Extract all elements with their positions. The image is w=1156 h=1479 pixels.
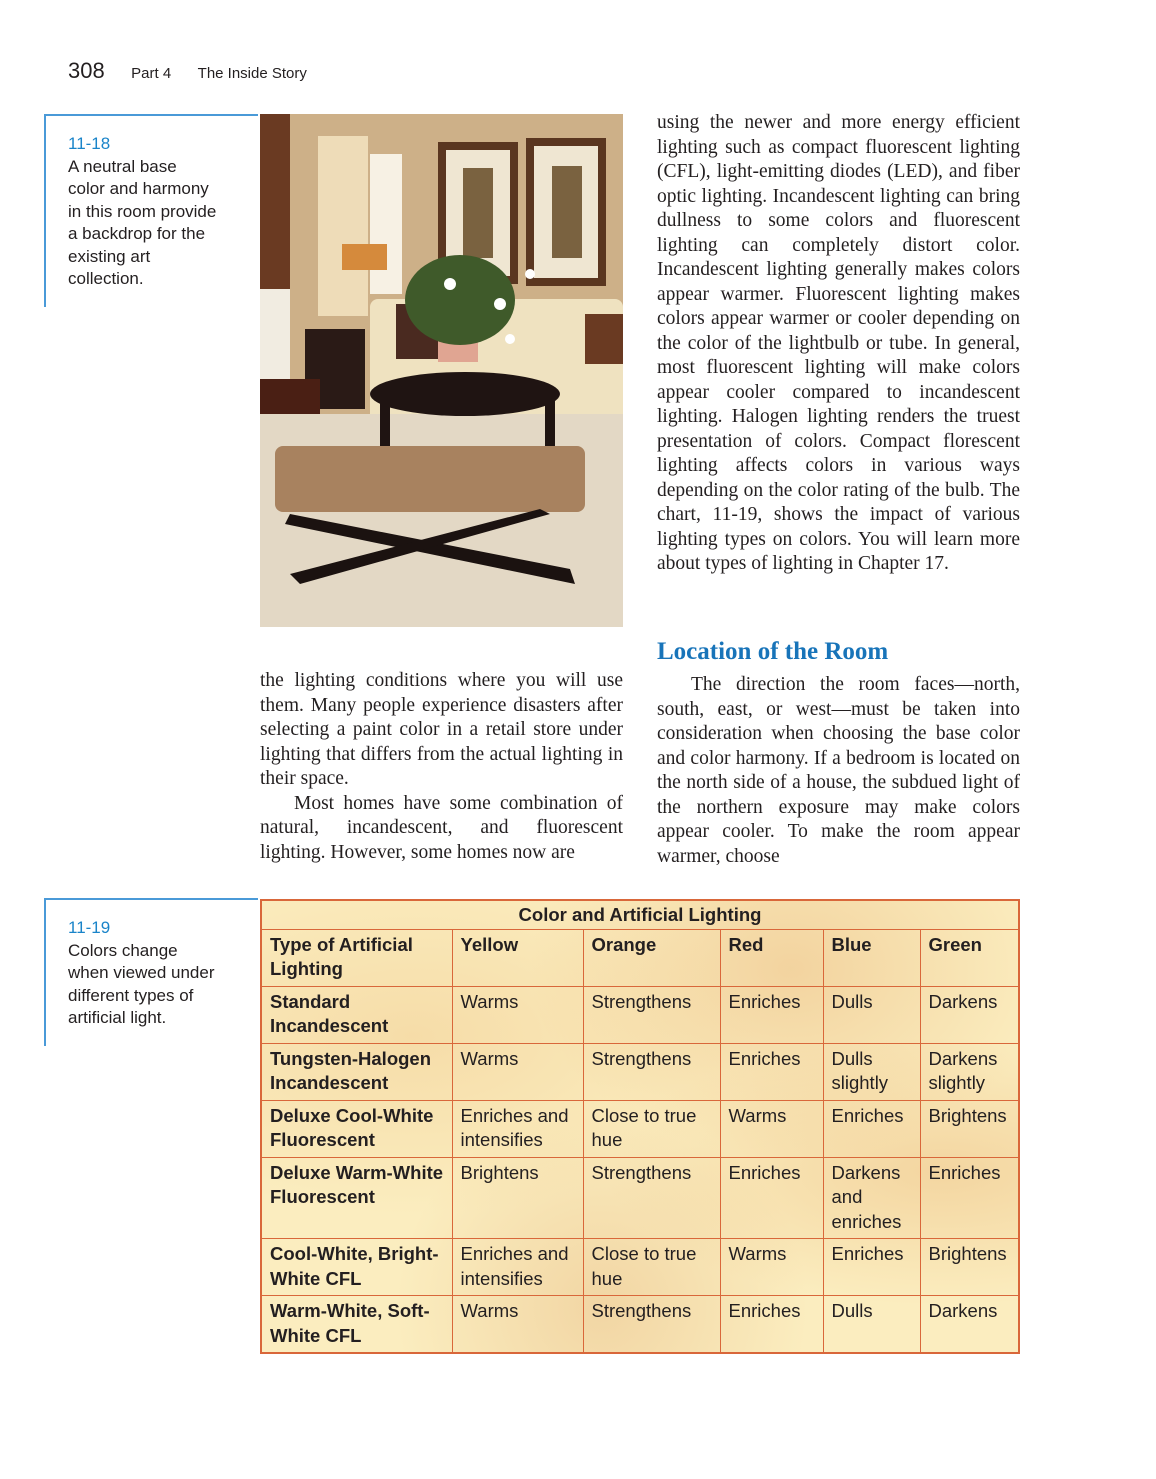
table-cell: Enriches and intensifies	[452, 1239, 583, 1296]
body-text-right-top	[657, 111, 1020, 577]
column-header: Orange	[583, 929, 720, 986]
paragraph: using the newer and more energy efficient lighting such as compact fluorescent lighting (CFL), light-emitting diodes (LED), and fiber optic lighting. Incandescent lighting can bring dullness to some colors and fluorescent lighting can completely distort color. Incandescent lighting generally makes colors appear warmer. Fluorescent lighting makes colors appear warmer or cooler depending on the color of the lightbulb or tube. In general, most fluorescent lighting will make colors appear cooler compared to incandescent lighting. Halogen lighting renders the truest presentation of colors. Compact florescent lighting affects colors in various ways depending on the color rating of the bulb. The chart, 11-19, shows the impact of various lighting types on colors. You will learn more about types of lighting in Chapter 17.	[657, 112, 1020, 574]
table-row	[262, 1157, 1018, 1239]
table-cell: Strengthens	[583, 1043, 720, 1100]
column-header: Blue	[823, 929, 920, 986]
row-header-cell: Standard Incandescent	[262, 986, 452, 1043]
section-heading: Location of the Room	[657, 638, 889, 665]
column-header: Yellow	[452, 929, 583, 986]
table-cell: Enriches	[920, 1157, 1018, 1239]
lighting-color-table	[260, 899, 1020, 1354]
table-cell: Brightens	[920, 1100, 1018, 1157]
table-cell: Warms	[452, 986, 583, 1043]
table-cell: Enriches	[720, 986, 823, 1043]
paragraph: The direction the room faces—north, south, east, or west—must be taken into consideration when choosing the base color and color harmony. If a bedroom is located on the north side of a house, the subdued light of the northern exposure may make colors appear cooler. To make the room appear warmer, choose	[657, 674, 1020, 867]
table-cell: Strengthens	[583, 1296, 720, 1353]
table-cell: Enriches	[720, 1296, 823, 1353]
figure-caption-11-18	[44, 114, 258, 307]
table-cell: Enriches	[720, 1043, 823, 1100]
row-header-cell: Deluxe Warm-White Fluorescent	[262, 1157, 452, 1239]
column-header: Green	[920, 929, 1018, 986]
table-row	[262, 1239, 1018, 1296]
table-cell: Warms	[452, 1043, 583, 1100]
figure-number: 11-19	[68, 918, 111, 937]
table-cell: Close to true hue	[583, 1239, 720, 1296]
part-label: Part 4	[131, 65, 172, 82]
row-header-cell: Warm-White, Soft-White CFL	[262, 1296, 452, 1353]
paragraph: Most homes have some combination of natural, incandescent, and fluorescent lighting. However, some homes now are	[260, 792, 623, 863]
table-cell: Close to true hue	[583, 1100, 720, 1157]
table-row	[262, 1043, 1018, 1100]
table-header-row	[262, 929, 1018, 986]
table-cell: Strengthens	[583, 1157, 720, 1239]
column-header: Red	[720, 929, 823, 986]
table-cell: Enriches	[720, 1157, 823, 1239]
table-cell: Warms	[720, 1100, 823, 1157]
caption-text: A neutral base color and harmony in this room provide a backdrop for the existing art collection.	[68, 156, 217, 288]
table-cell: Dulls	[823, 986, 920, 1043]
row-header-cell: Deluxe Cool-White Fluorescent	[262, 1100, 452, 1157]
body-text-left-bottom	[260, 669, 623, 865]
table-cell: Enriches and intensifies	[452, 1100, 583, 1157]
table-cell: Darkens and enriches	[823, 1157, 920, 1239]
figure-caption-11-19	[44, 898, 258, 1046]
row-header-cell: Cool-White, Bright-White CFL	[262, 1239, 452, 1296]
row-header-cell: Tungsten-Halogen Incandescent	[262, 1043, 452, 1100]
table-title: Color and Artificial Lighting	[262, 901, 1018, 929]
table-cell: Enriches	[823, 1239, 920, 1296]
table-row	[262, 1296, 1018, 1353]
table-cell: Darkens slightly	[920, 1043, 1018, 1100]
room-photo-illustration	[260, 114, 623, 627]
running-header	[68, 58, 307, 84]
table-cell: Darkens	[920, 1296, 1018, 1353]
chapter-title: The Inside Story	[197, 65, 307, 82]
table-cell: Dulls slightly	[823, 1043, 920, 1100]
table-cell: Brightens	[452, 1157, 583, 1239]
table-cell: Brightens	[920, 1239, 1018, 1296]
table-row	[262, 986, 1018, 1043]
room-photo	[260, 114, 623, 627]
body-text-right-bottom	[657, 673, 1020, 869]
figure-number: 11-18	[68, 134, 111, 153]
table-cell: Warms	[452, 1296, 583, 1353]
table-cell: Darkens	[920, 986, 1018, 1043]
column-header: Type of Artificial Lighting	[262, 929, 452, 986]
table-cell: Warms	[720, 1239, 823, 1296]
table-row	[262, 1100, 1018, 1157]
table-cell: Strengthens	[583, 986, 720, 1043]
table-cell: Dulls	[823, 1296, 920, 1353]
caption-text: Colors change when viewed under different types of artificial light.	[68, 940, 215, 1027]
paragraph: the lighting conditions where you will use them. Many people experience disasters after selecting a paint color in a retail store under lighting that differs from the actual lighting in their space.	[260, 670, 623, 789]
page-number: 308	[68, 58, 105, 83]
table-cell: Enriches	[823, 1100, 920, 1157]
